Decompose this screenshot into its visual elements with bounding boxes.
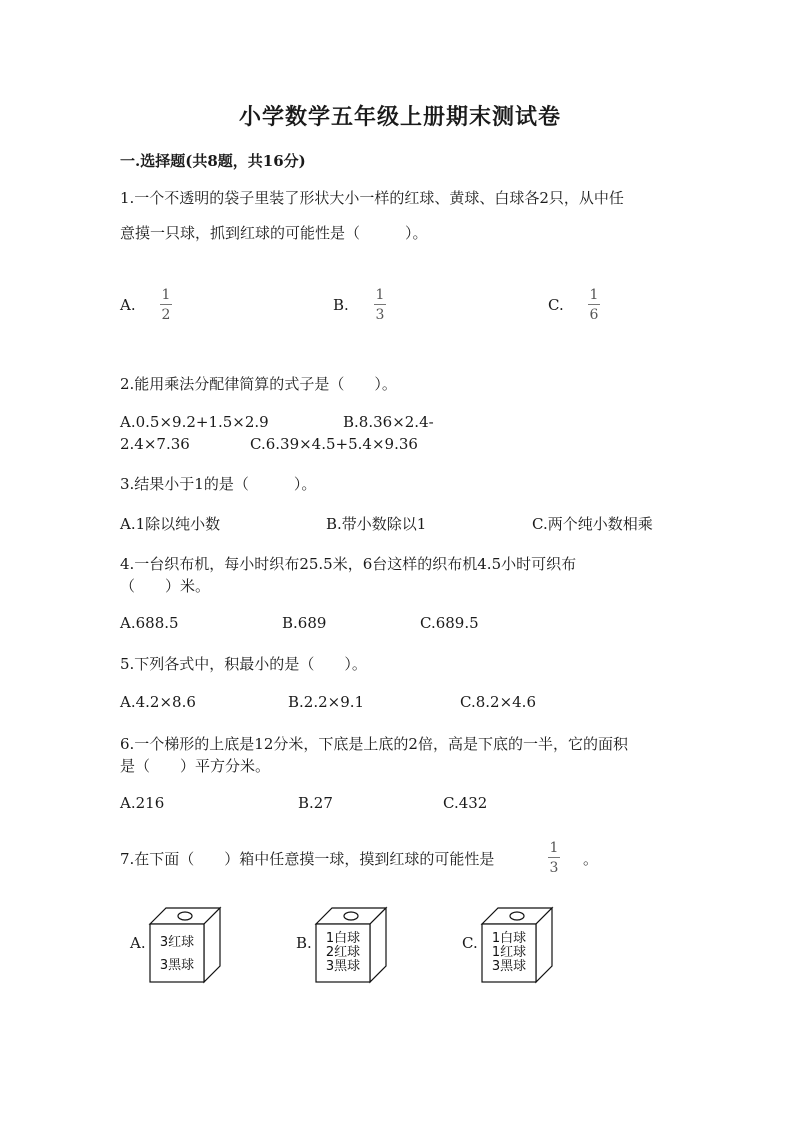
q7-option-c-box[interactable]: [478, 904, 558, 984]
q7-option-c-label[interactable]: C.: [462, 934, 478, 952]
box-hole-icon: [510, 912, 524, 920]
fraction-numerator: 1: [375, 287, 385, 303]
q5-option-c[interactable]: C.8.2×4.6: [460, 693, 536, 711]
q1-option-c-label[interactable]: C.: [548, 296, 564, 314]
q1-option-b-fraction[interactable]: [374, 288, 386, 322]
fraction-bar: [588, 304, 600, 305]
box-line: 1红球: [491, 945, 527, 960]
question-6-line-2: 是（ ）平方分米。: [120, 757, 271, 775]
fraction-bar: [548, 857, 560, 858]
q7-option-a-label[interactable]: A.: [130, 934, 146, 952]
q6-option-a[interactable]: A.216: [120, 794, 165, 812]
box-hole-icon: [344, 912, 358, 920]
q6-option-c[interactable]: C.432: [443, 794, 488, 812]
box-line: 3黑球: [159, 958, 195, 973]
fraction-denominator: 6: [589, 307, 599, 323]
question-4-line-1: 4.一台织布机，每小时织布25.5米，6台这样的织布机4.5小时可织布: [120, 555, 577, 573]
box-line: 1白球: [325, 931, 361, 946]
q1-option-a-label[interactable]: A.: [120, 296, 136, 314]
question-6-line-1: 6.一个梯形的上底是12分米，下底是上底的2倍，高是下底的一半，它的面积: [120, 735, 628, 753]
section-header: 一.选择题(共8题，共16分): [120, 152, 306, 170]
q7-option-b-label[interactable]: B.: [296, 934, 312, 952]
fraction-denominator: 3: [375, 307, 385, 323]
q4-option-a[interactable]: A.688.5: [120, 614, 179, 632]
fraction-bar: [374, 304, 386, 305]
q7-option-b-box[interactable]: [312, 904, 392, 984]
fraction-numerator: 1: [161, 287, 171, 303]
fraction-denominator: 3: [549, 860, 559, 876]
q3-option-c[interactable]: C.两个纯小数相乘: [532, 515, 653, 533]
q4-option-c[interactable]: C.689.5: [420, 614, 479, 632]
q2-option-b[interactable]: B.8.36×2.4-: [343, 413, 434, 431]
fraction-numerator: 1: [549, 840, 559, 856]
q2-option-a[interactable]: A.0.5×9.2+1.5×2.9: [120, 413, 269, 431]
q1-option-b-label[interactable]: B.: [333, 296, 349, 314]
q3-option-a[interactable]: A.1除以纯小数: [120, 515, 221, 533]
question-7-stem-end: 。: [583, 850, 599, 868]
q4-option-b[interactable]: B.689: [282, 614, 327, 632]
box-hole-icon: [178, 912, 192, 920]
box-line: 1白球: [491, 931, 527, 946]
question-1-line-1: 1.一个不透明的袋子里装了形状大小一样的红球、黄球、白球各2只，从中任: [120, 189, 624, 207]
box-line: 3红球: [159, 935, 195, 950]
question-3-stem: 3.结果小于1的是（ ）。: [120, 475, 317, 493]
q2-option-c[interactable]: C.6.39×4.5+5.4×9.36: [250, 435, 418, 453]
box-front: [150, 924, 204, 982]
box-line: 3黑球: [325, 959, 361, 974]
question-2-stem: 2.能用乘法分配律简算的式子是（ ）。: [120, 375, 397, 393]
q5-option-b[interactable]: B.2.2×9.1: [288, 693, 365, 711]
q7-option-a-box[interactable]: [146, 904, 226, 984]
question-1-line-2: 意摸一只球，抓到红球的可能性是（ ）。: [120, 224, 428, 242]
box-line: 3黑球: [491, 959, 527, 974]
page-title: 小学数学五年级上册期末测试卷: [238, 104, 561, 130]
q3-option-b[interactable]: B.带小数除以1: [326, 515, 427, 533]
q2-option-b-continued[interactable]: 2.4×7.36: [120, 435, 190, 453]
box-line: 2红球: [325, 945, 361, 960]
q1-option-c-fraction[interactable]: [588, 288, 600, 322]
question-7-stem: 7.在下面（ ）箱中任意摸一球，摸到红球的可能性是: [120, 850, 495, 868]
fraction-numerator: 1: [589, 287, 599, 303]
q5-option-a[interactable]: A.4.2×8.6: [120, 693, 196, 711]
fraction-bar: [160, 304, 172, 305]
q6-option-b[interactable]: B.27: [298, 794, 333, 812]
question-5-stem: 5.下列各式中，积最小的是（ ）。: [120, 655, 367, 673]
q1-option-a-fraction[interactable]: [160, 288, 172, 322]
question-4-line-2: （ ）米。: [120, 577, 211, 595]
fraction-denominator: 2: [161, 307, 171, 323]
q7-fraction: [548, 841, 560, 875]
